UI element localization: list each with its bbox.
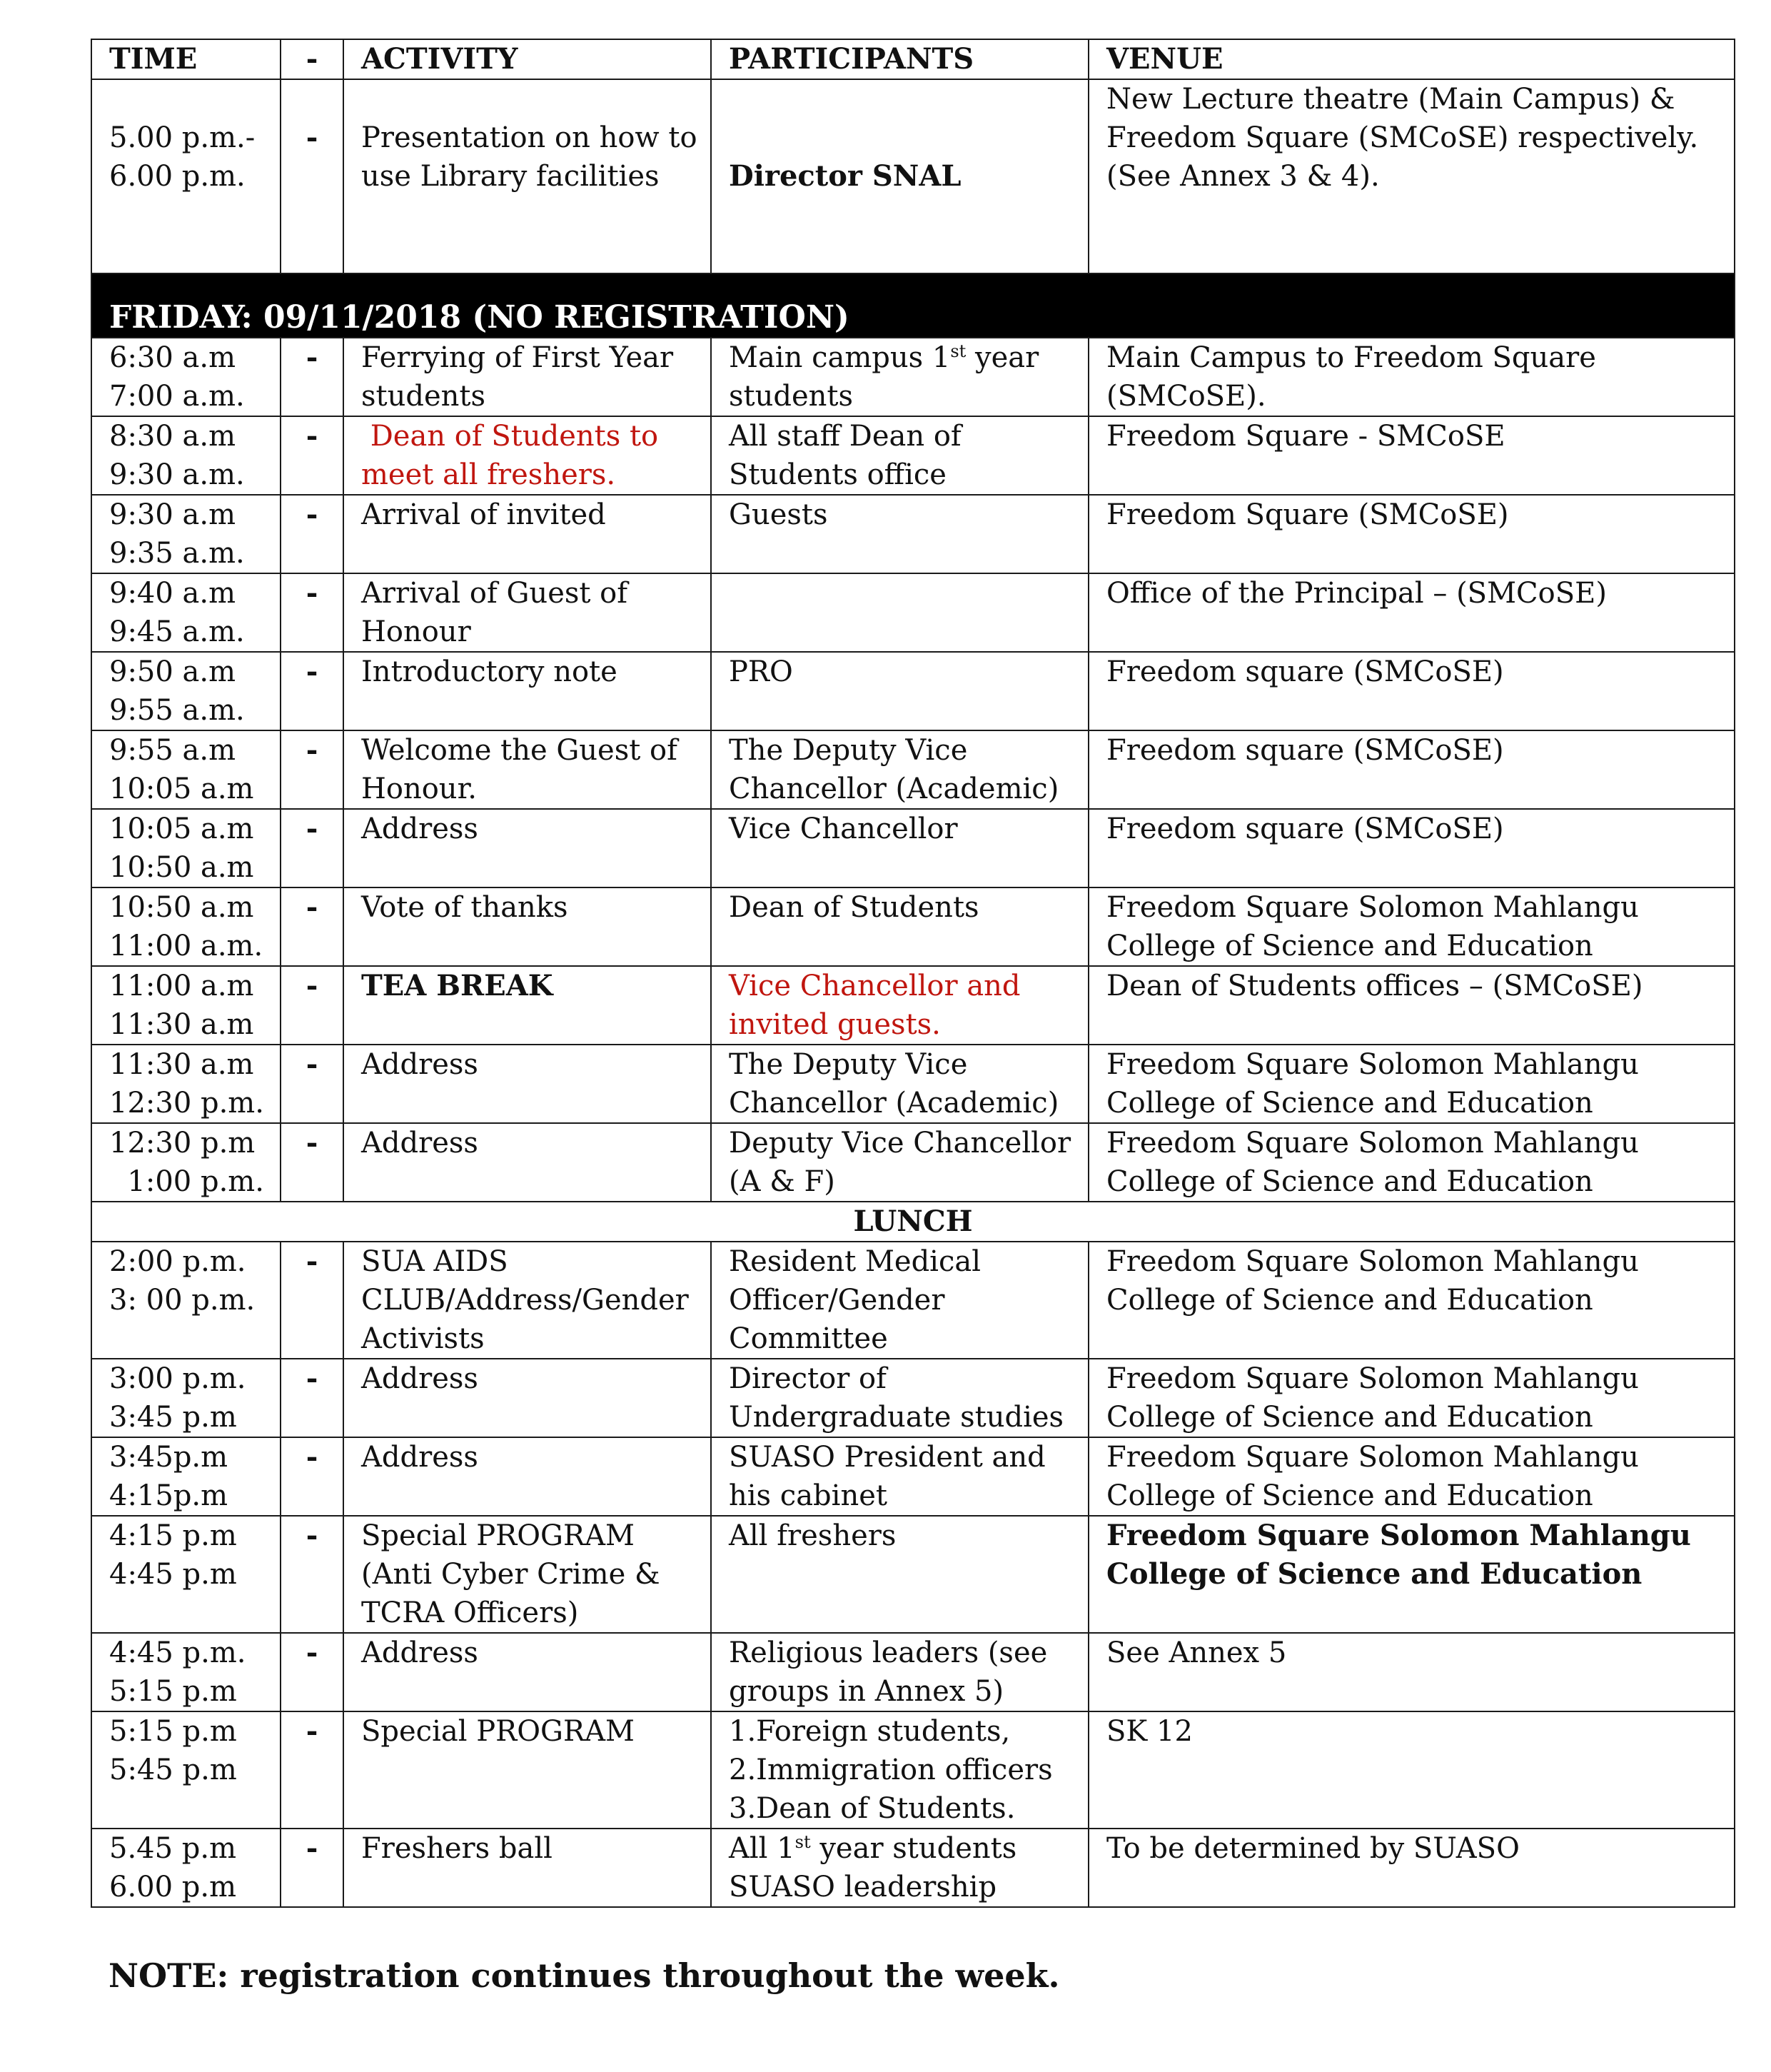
participants-cell [711,809,1089,887]
venue-line: See Annex 5 [1106,1636,1287,1669]
venue-line: Freedom square (SMCoSE) [1106,655,1504,688]
time-cell [91,1516,281,1633]
activity-line: Honour. [361,773,478,805]
table-row [91,1359,1735,1437]
time-line: 2:00 p.m. [109,1245,246,1278]
time-cell [91,495,281,573]
time-line: 11:30 a.m [109,1048,254,1081]
venue-line: Freedom Square Solomon Mahlangu [1106,1245,1639,1278]
dash-cell: - [281,1829,343,1907]
participants-cell [711,730,1089,809]
time-cell [91,573,281,652]
venue-cell [1089,730,1735,809]
table-row [91,1516,1735,1633]
participants-text: year [966,341,1039,374]
dash-cell: - [281,730,343,809]
participants-cell [711,1359,1089,1437]
table-row [91,416,1735,495]
venue-line: Freedom Square - SMCoSE [1106,420,1505,453]
time-line: 6.00 p.m [109,1871,237,1903]
activity-line: Activists [361,1322,485,1355]
time-cell [91,416,281,495]
activity-cell [343,1633,711,1711]
activity-line: Vote of thanks [361,891,568,924]
venue-line: College of Science and Education [1106,1557,1643,1591]
time-line: 11:30 a.m [109,1008,254,1041]
participants-line: SUASO President and [729,1441,1046,1474]
participants-list [729,1712,1082,1828]
table-row [91,1633,1735,1711]
superscript: st [950,341,967,361]
table-row [91,1123,1735,1202]
dash-cell [281,79,343,273]
time-line: 9:30 a.m [109,498,236,531]
participants-cell [711,495,1089,573]
time-line: 10:50 a.m [109,891,254,924]
activity-line: use Library facilities [361,160,660,193]
time-cell [91,1711,281,1829]
activity-line: meet all freshers. [361,458,616,491]
time-start: 5.00 p.m.- [109,121,256,154]
venue-line: Freedom Square Solomon Mahlangu [1106,1127,1639,1160]
time-line: 3:45p.m [109,1441,228,1474]
activity-line: TCRA Officers) [361,1596,579,1629]
dash-cell: - [281,652,343,730]
time-cell [91,1829,281,1907]
venue-line: College of Science and Education [1106,1479,1593,1512]
time-line: 9:30 a.m. [109,458,245,491]
venue-line: Freedom square (SMCoSE) [1106,734,1504,767]
list-item: 1.Foreign students, [729,1715,1011,1748]
venue-line: College of Science and Education [1106,1165,1593,1198]
time-line: 9:40 a.m [109,577,236,610]
time-line: 3:00 p.m. [109,1362,246,1395]
note-label: NOTE: [109,1956,229,1995]
time-line: 7:00 a.m. [109,380,245,413]
dash-cell: - [281,809,343,887]
venue-cell [1089,1633,1735,1711]
activity-cell [343,573,711,652]
afternoon-rows [91,1242,1735,1907]
time-line: 3:45 p.m [109,1401,237,1434]
footer-note [109,1956,1060,1995]
participants-line: Deputy Vice Chancellor [729,1127,1071,1160]
time-line: 12:30 p.m [109,1127,256,1160]
activity-cell [343,1359,711,1437]
header-venue: VENUE [1089,39,1735,79]
participants-cell [711,1123,1089,1202]
activity-line: Arrival of invited [361,498,606,531]
time-cell [91,1123,281,1202]
activity-cell [343,966,711,1045]
dash-cell: - [281,1633,343,1711]
activity-cell [343,1711,711,1829]
venue-cell [1089,495,1735,573]
schedule-page [91,39,1734,1908]
participants-cell [711,1242,1089,1359]
time-line: 5.45 p.m [109,1832,237,1865]
activity-cell [343,809,711,887]
participants-line: All freshers [729,1519,897,1552]
dash-cell: - [281,416,343,495]
venue-line: Freedom Square Solomon Mahlangu [1106,1441,1639,1474]
venue-line: Freedom Square Solomon Mahlangu [1106,1519,1691,1552]
activity-line: CLUB/Address/Gender [361,1284,689,1317]
participants-cell [711,1437,1089,1516]
participants-line: The Deputy Vice [729,734,968,767]
venue-cell [1089,1437,1735,1516]
time-line: 9:55 a.m [109,734,236,767]
time-cell [91,338,281,416]
venue-line: Freedom square (SMCoSE) [1106,813,1504,845]
venue-line: Freedom Square Solomon Mahlangu [1106,891,1639,924]
time-cell [91,730,281,809]
list-item: 3.Dean of Students. [729,1792,1016,1825]
header-participants: PARTICIPANTS [711,39,1089,79]
participants-cell [711,416,1089,495]
venue-cell [1089,338,1735,416]
participants-line: Director of [729,1362,887,1395]
table-row [91,1242,1735,1359]
time-line: 8:30 a.m [109,420,236,453]
table-row [91,573,1735,652]
activity-line: Introductory note [361,655,617,688]
venue-line: (See Annex 3 & 4). [1106,160,1380,193]
time-line: 4:45 p.m. [109,1636,246,1669]
participants-cell [711,1711,1089,1829]
participants-cell [711,79,1089,273]
header-activity: ACTIVITY [343,39,711,79]
participants-line: Guests [729,498,828,531]
participants-cell [711,1633,1089,1711]
venue-line: SK 12 [1106,1715,1193,1748]
table-row [91,338,1735,416]
table-row [91,1045,1735,1123]
header-dash: - [281,39,343,79]
participants-line: Dean of Students [729,891,979,924]
superscript: st [794,1832,811,1852]
time-line: 5:15 p.m [109,1675,237,1708]
participants-line: invited guests. [729,1008,941,1041]
activity-cell [343,1437,711,1516]
activity-cell [343,416,711,495]
venue-line: College of Science and Education [1106,930,1593,962]
activity-line: Welcome the Guest of [361,734,677,767]
activity-line: SUA AIDS [361,1245,508,1278]
dash-cell: - [281,1045,343,1123]
participants-line: PRO [729,655,793,688]
table-header-row [91,39,1735,79]
venue-line: Freedom Square Solomon Mahlangu [1106,1362,1639,1395]
time-cell [91,1045,281,1123]
participants-cell [711,887,1089,966]
dash-cell: - [281,338,343,416]
venue-line: Main Campus to Freedom Square [1106,341,1596,374]
activity-cell [343,1516,711,1633]
time-cell [91,1633,281,1711]
table-row [91,652,1735,730]
activity-line: Dean of Students to [361,420,659,453]
activity-line: students [361,380,486,413]
venue-line: (SMCoSE). [1106,380,1266,413]
table-row [91,730,1735,809]
participants-cell [711,338,1089,416]
venue-cell [1089,1359,1735,1437]
activity-line: Address [361,1127,478,1160]
time-cell [91,1437,281,1516]
time-cell [91,809,281,887]
participants-text: year students [810,1832,1017,1865]
activity-line: Address [361,813,478,845]
activity-cell [343,1829,711,1907]
time-line: 5:45 p.m [109,1754,237,1786]
venue-cell [1089,1045,1735,1123]
activity-line: Freshers ball [361,1832,553,1865]
table-row [91,79,1735,273]
venue-cell [1089,1516,1735,1633]
activity-cell [343,652,711,730]
participants-cell [711,966,1089,1045]
participants-line: Resident Medical [729,1245,982,1278]
activity-line: Address [361,1441,478,1474]
dash-cell: - [281,573,343,652]
venue-cell [1089,652,1735,730]
list-item: 2.Immigration officers [729,1754,1053,1786]
dash-cell: - [281,1242,343,1359]
venue-cell [1089,966,1735,1045]
schedule-table [91,39,1735,1908]
dash-cell: - [281,1437,343,1516]
participants-line: The Deputy Vice [729,1048,968,1081]
table-row [91,887,1735,966]
activity-line: Address [361,1636,478,1669]
venue-cell [1089,79,1735,273]
activity-line: Special PROGRAM [361,1519,635,1552]
participants-line [729,338,1082,377]
table-row [91,495,1735,573]
participants-line: his cabinet [729,1479,887,1512]
participants-line: students [729,380,854,413]
participants-line: Vice Chancellor and [729,970,1021,1002]
table-row [91,1711,1735,1829]
dash-cell: - [281,966,343,1045]
dash-cell: - [281,1516,343,1633]
participants-line: (A & F) [729,1165,835,1198]
activity-cell [343,79,711,273]
time-line: 1:00 p.m. [109,1165,264,1198]
dash-cell: - [281,1123,343,1202]
participants-cell [711,652,1089,730]
time-line: 9:45 a.m. [109,615,245,648]
table-row [91,1829,1735,1907]
time-line: 9:55 a.m. [109,694,245,727]
venue-line: College of Science and Education [1106,1284,1593,1317]
participants-text: Main campus 1 [729,341,951,374]
activity-cell [343,1242,711,1359]
lunch-label: LUNCH [91,1202,1735,1242]
activity-line: TEA BREAK [361,969,553,1002]
participants-line: Students office [729,458,947,491]
dash-cell: - [281,1711,343,1829]
activity-cell [343,887,711,966]
time-line: 12:30 p.m. [109,1087,264,1120]
time-cell [91,1359,281,1437]
activity-line: Arrival of Guest of [361,577,628,610]
time-line: 4:15p.m [109,1479,228,1512]
venue-line: To be determined by SUASO [1106,1832,1520,1865]
venue-line: Office of the Principal – (SMCoSE) [1106,577,1607,610]
venue-cell [1089,1829,1735,1907]
table-row [91,809,1735,887]
lunch-row [91,1202,1735,1242]
time-cell [91,887,281,966]
activity-cell [343,1123,711,1202]
venue-cell [1089,416,1735,495]
participants-line: Vice Chancellor [729,813,958,845]
day-banner-row [91,273,1735,338]
venue-line: Freedom Square (SMCoSE) respectively. [1106,121,1699,154]
activity-line: Ferrying of First Year [361,341,674,374]
dash-text: - [306,121,318,154]
activity-line: Address [361,1048,478,1081]
time-cell [91,79,281,273]
activity-cell [343,1045,711,1123]
time-line: 4:15 p.m [109,1519,237,1552]
time-line: 10:50 a.m [109,851,254,884]
time-cell [91,652,281,730]
participants-line: Committee [729,1322,888,1355]
venue-cell [1089,1242,1735,1359]
participants-line: Officer/Gender [729,1284,945,1317]
time-line: 3: 00 p.m. [109,1284,256,1317]
activity-cell [343,495,711,573]
participants-line: groups in Annex 5) [729,1675,1004,1708]
activity-line: Address [361,1362,478,1395]
participants-line: Director SNAL [729,159,962,193]
table-row [91,966,1735,1045]
time-line: 4:45 p.m [109,1558,237,1591]
participants-text: All 1 [729,1832,795,1865]
participants-cell [711,573,1089,652]
dash-cell: - [281,887,343,966]
venue-cell [1089,1123,1735,1202]
venue-line: Freedom Square Solomon Mahlangu [1106,1048,1639,1081]
activity-cell [343,338,711,416]
time-line: 11:00 a.m. [109,930,263,962]
time-line: 9:35 a.m. [109,537,245,570]
time-line: 10:05 a.m [109,813,254,845]
time-cell [91,966,281,1045]
participants-line: All staff Dean of [729,420,962,453]
venue-cell [1089,887,1735,966]
activity-line: Honour [361,615,471,648]
time-line: 9:50 a.m [109,655,236,688]
participants-line: SUASO leadership [729,1871,997,1903]
participants-cell [711,1829,1089,1907]
activity-line: (Anti Cyber Crime & [361,1558,660,1591]
morning-rows [91,338,1735,1202]
venue-line: New Lecture theatre (Main Campus) & [1106,83,1675,116]
participants-line: Chancellor (Academic) [729,1087,1059,1120]
participants-cell [711,1516,1089,1633]
venue-cell [1089,809,1735,887]
time-line: 10:05 a.m [109,773,254,805]
day-banner: FRIDAY: 09/11/2018 (NO REGISTRATION) [91,273,1735,338]
participants-cell [711,1045,1089,1123]
participants-line: Religious leaders (see [729,1636,1048,1669]
dash-cell: - [281,495,343,573]
venue-line: Dean of Students offices – (SMCoSE) [1106,970,1643,1002]
activity-line: Presentation on how to [361,121,697,154]
venue-line: Freedom Square (SMCoSE) [1106,498,1509,531]
time-line: 6:30 a.m [109,341,236,374]
venue-line: College of Science and Education [1106,1087,1593,1120]
venue-line: College of Science and Education [1106,1401,1593,1434]
participants-line [729,1829,1082,1868]
participants-line: Chancellor (Academic) [729,773,1059,805]
time-line: 5:15 p.m [109,1715,237,1748]
venue-cell [1089,1711,1735,1829]
activity-line: Special PROGRAM [361,1715,635,1748]
time-cell [91,1242,281,1359]
participants-line: Undergraduate studies [729,1401,1064,1434]
note-text: registration continues throughout the week. [228,1956,1060,1995]
activity-cell [343,730,711,809]
time-line: 11:00 a.m [109,970,254,1002]
time-end: 6.00 p.m. [109,160,246,193]
header-time: TIME [91,39,281,79]
dash-cell: - [281,1359,343,1437]
table-row [91,1437,1735,1516]
venue-cell [1089,573,1735,652]
